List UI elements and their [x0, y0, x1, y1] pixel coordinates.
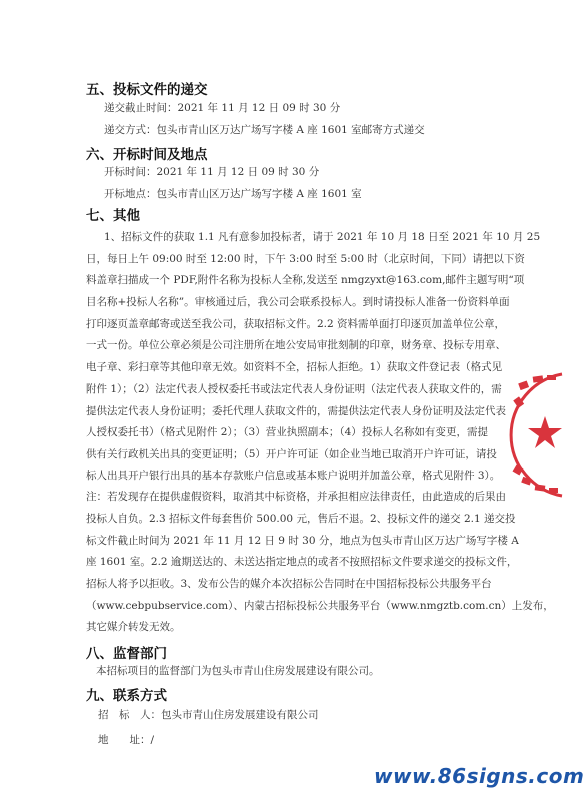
paragraph-line: 目名称+投标人名称”。审核通过后，我公司会联系投标人。到时请投标人准备一份资料单面	[86, 296, 510, 309]
opening-time: 开标时间：2021 年 11 月 12 日 09 时 30 分	[104, 166, 320, 178]
section5-title: 五、投标文件的递交	[86, 82, 208, 98]
paragraph-line: 招标人将予以拒收。3、发布公告的媒介本次招标公告同时在中国招标投标公共服务平台	[86, 578, 492, 590]
supervision-text: 本招标项目的监督部门为包头市青山住房发展建设有限公司。	[96, 665, 380, 677]
address-line: 地 址：/	[98, 734, 155, 746]
paragraph-line: 座 1601 室。2.2 逾期送达的、未送达指定地点的或者不按照招标文件要求递交的投标文件，	[86, 556, 518, 569]
submission-deadline: 递交截止时间：2021 年 11 月 12 日 09 时 30 分	[104, 102, 341, 114]
opening-place: 开标地点：包头市青山区万达广场写字楼 A 座 1601 室	[104, 188, 362, 200]
paragraph-line: 提供法定代表人身份证明；委托代理人获取文件的，需提供法定代表人身份证明及法定代表	[86, 404, 506, 417]
paragraph-line: 其它媒介转发无效。	[86, 621, 181, 634]
paragraph-line: 标文件截止时间为 2021 年 11 月 12 日 9 时 30 分，地点为包头市青山区万达广场写字楼 A	[86, 534, 519, 547]
paragraph-line: 1、招标文件的获取 1.1 凡有意参加投标者，请于 2021 年 10 月 18 日至 2021 年 10 月 25	[104, 231, 541, 243]
paragraph-line: 投标人自负。2.3 招标文件每套售价 500.00 元，售后不退。2、投标文件的递交 2.1 递交投	[86, 512, 516, 525]
paragraph-line: 附件 1）；（2）法定代表人授权委托书或法定代表人身份证明（法定代表人获取文件的，需	[86, 382, 502, 395]
paragraph-line: 打印逐页盖章邮寄或送至我公司，获取招标文件。2.2 资料需单面打印逐页加盖单位公章，	[86, 317, 506, 330]
other-terms-paragraph	[86, 227, 554, 639]
section9-title: 九、联系方式	[86, 688, 167, 704]
paragraph-line: 人授权委托书）（格式见附件 2）；（3）营业执照副本；（4）投标人名称如有变更，需提	[86, 426, 488, 439]
paragraph-line: 日，每日上午 09:00 时至 12:00 时，下午 3:00 时至 5:00 时（北京时间，下同）请把以下资	[86, 252, 525, 265]
tenderer-line: 招 标 人：包头市青山住房发展建设有限公司	[98, 709, 319, 721]
paragraph-line: 标人出具开户银行出具的基本存款账户信息或基本账户说明并加盖公章，格式见附件 3）。	[86, 469, 501, 482]
section7-title: 七、其他	[86, 208, 140, 224]
section8-title: 八、监督部门	[86, 646, 167, 662]
company-seal-stamp	[505, 370, 562, 500]
paragraph-line: 电子章、彩扫章等其他印章无效。如资料不全，招标人拒绝。1）获取文件登记表（格式见	[86, 361, 503, 374]
paragraph-line: （www.cebpubservice.com）、内蒙古招标投标公共服务平台（www.nmgztb.com.cn）上发布，	[86, 599, 554, 612]
submission-method: 递交方式：包头市青山区万达广场写字楼 A 座 1601 室邮寄方式递交	[104, 124, 425, 136]
paragraph-line: 料盖章扫描成一个 PDF,附件名称为投标人全称,发送至 nmgzyxt@163.com,邮件主题写明“项	[86, 274, 525, 287]
paragraph-line: 供有关行政机关出具的变更证明；（5）开户许可证（如企业当地已取消开户许可证，请投	[86, 447, 497, 460]
section6-title: 六、开标时间及地点	[86, 147, 208, 163]
site-watermark: www.86signs.com	[374, 764, 584, 788]
paragraph-line: 一式一份。单位公章必须是公司注册所在地公安局审批刻制的印章，财务章、投标专用章、	[86, 339, 506, 352]
paragraph-line: 注：若发现存在提供虚假资料，取消其中标资格，并承担相应法律责任，由此造成的后果由	[86, 491, 506, 504]
